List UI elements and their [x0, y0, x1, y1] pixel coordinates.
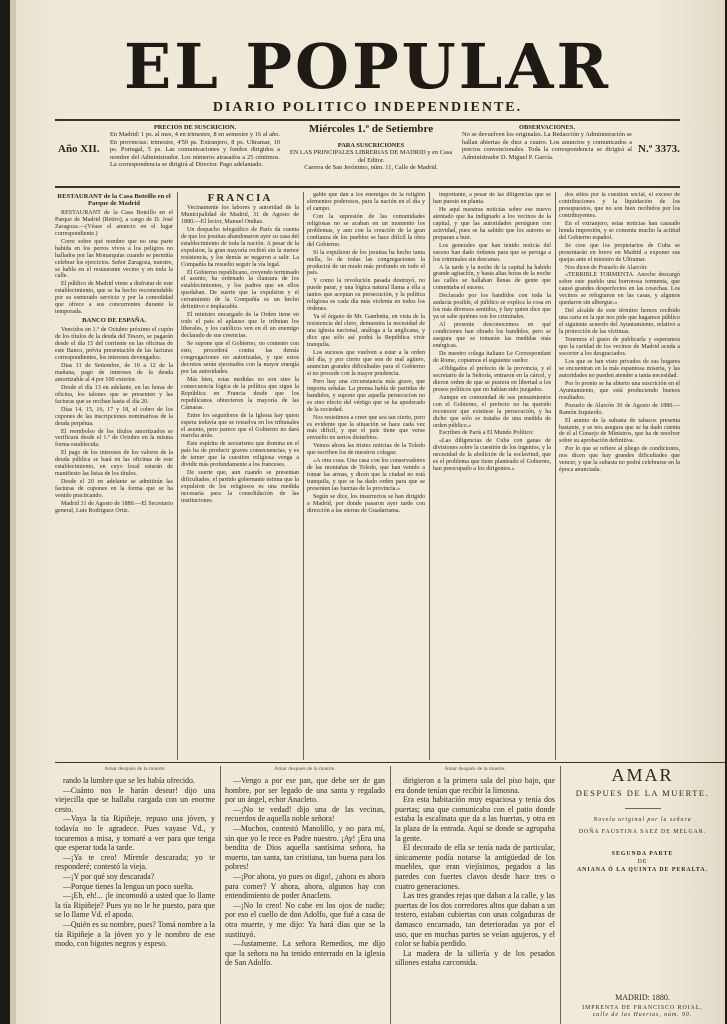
article-paragraph: importante, a pesar de las diligencias que se han puesto en planta. [433, 192, 551, 205]
column-heading: FRANCIA [207, 192, 273, 204]
column-divider [429, 192, 430, 760]
article-paragraph: Los sucesos que vuelven a estar a la orden del día, y por cierto que son de mal agüero, anuncian grandes dificultades para el Gobierno si no procede con la mayor prudencia. [307, 349, 425, 377]
folletin-paragraph: —¡Eh, eh!... ¡le incomodó a usted que lo llame la tía Ripiñeje? Pues yo no le he puesto, para que se lo llame Vd. el apodo. [55, 891, 215, 920]
article-paragraph: Al presente desconocemos en qué condiciones han obrado los bandidos, pero se asegura que se tomarán las medidas más enérgicas. [433, 322, 551, 350]
article-paragraph: gable que dan a los enemigos de la religión elementos poderosos, para la nación en el día y el campo. [307, 192, 425, 212]
article-paragraph: Con la supresión de las comunidades religiosas no se acaban en un momento los problemas, y aun con la creación de la gran confianza de los pueblos se hace difícil la obra del Gobierno. [307, 213, 425, 248]
novel-part-title: ANIANA Ó LA QUINTA DE PERALTA. [576, 867, 709, 873]
article-paragraph: Declarado por los bandidos con toda la audacia posible, el público se explica la cosa en los más diversos sentidos, y hay quien dice que ya se sabe quiénes son los criminales. [433, 293, 551, 321]
article-paragraph: A la tarde y la noche de la capital ha habido grande agitación, y hasta altas horas de la noche las calles se hallaban llenas de gente que comentaba el suceso. [433, 264, 551, 292]
novel-part-de: DE [637, 859, 648, 865]
redaccion-address: Carrera de San Jerónimo, núm. 11, Calle de Madrid. [304, 164, 438, 172]
header-top-rule [55, 119, 680, 121]
folletin-column-3 [395, 776, 555, 1022]
article-paragraph: Desde el 20 en adelante se admitirán las facturas de cupones en la forma que se ha venido practicando. [55, 479, 173, 500]
novel-part: SEGUNDA PARTE [611, 851, 674, 857]
article-paragraph: Pero hay una circunstancia más grave, que importa señalar. La prensa habla de partidas de bandidos, y supone que aquella persecucion no es sino efecto del vértigo que se ha apoderado de la sociedad. [307, 378, 425, 413]
suscripciones-text: EN LAS PRINCIPALES LIBRERIAS DE MADRID y en Casa del Editor. [289, 149, 453, 164]
folletin-paragraph: Era esta habitación muy espaciosa y tenía dos puertas; una que comunicaba con el patio donde estaba la escalinata que da a las huertas, y otra en la plaza de la entrada. Aquí se donde se agrupaba la gente. [395, 795, 555, 843]
folletin-paragraph: —Cuánto nos le harán desear! dijo una viejecilla que se hallaba cargada con un enorme cesto. [55, 785, 215, 814]
column-divider [555, 192, 556, 760]
article-paragraph: Corre sobre qué nombre que no una parte habida en los perros vivos a los peligros no hallados por las Monarquías cuando se permitía celebrar los ejercicios. Señor Zaragoza, nuestro, se habla en el restaurante vecino y en toda la calle. [55, 238, 173, 280]
article-column-2 [181, 192, 299, 760]
article-paragraph: Escriben de París a El Mundo Político: [439, 430, 534, 437]
article-paragraph: «A otra cosa. Una casa con los conservadores de las montañas de Toledo, que han venido a tomar las armas, y dicen que la ciudad no está tranquila, y que se ha dado orden para que se presenten las fuerzas de la provincia.» [307, 458, 425, 493]
article-paragraph: Un despacho telegráfico de París da cuenta de que los jesuitas abandonaron ayer su casa del establecimiento de toda la nación. A pesar de la expulsion, la gran mayoría recibió sin la menor resistencia, y los demás se negaron a salir. La Compañía ha resuelto seguir la vía legal. [181, 226, 299, 268]
column-divider [303, 192, 304, 760]
folletin-paragraph: dirigieron a la primera sala del piso bajo, que era donde tenían que recibir la limosna. [395, 776, 555, 795]
folletin-paragraph: Las tres grandes rejas que daban a la calle, y las puertas de los dos corredores altos que daban a un testero, estaban cubiertas con unas colgaduras de damasco encarnado, tan deterioradas ya por el uso, que en muchas partes se veían agujeros, y el color se había perdido. [395, 891, 555, 949]
folletin-header: Amar después de la muerte. [444, 766, 506, 772]
article-paragraph: Se supone que el Gobierno, no contento con esto, procederá contra las demás congregaciones no autorizadas, y que estos decretos serán ejecutados con la mayor energía por las autoridades. [181, 341, 299, 375]
article-paragraph: Vemos ahora las tristes noticias de la Toledo que escriben los de nuestros colegas: [307, 443, 425, 457]
issue-date: Miércoles 1.º de Setiembre [308, 123, 434, 135]
article-paragraph: Este espíritu de sectarismo que domina en el país ha de producir graves consecuencias, y es de temer que la cuestion religiosa venga a dividir más profundamente a los franceses. [181, 441, 299, 469]
article-paragraph: Sí la expulsion de los jesuitas ha hecho tanta mella, lo de todas las congregaciones la producirá de un modo más profundo en todo el país. [307, 249, 425, 277]
article-paragraph: Desde el día 13 en adelante, en las horas de oficina, los talones que se presenten y las facturas que se reciban hasta el día 20. [55, 384, 173, 405]
folletin-paragraph: —Muchos, contestó Manolillo, y no para mí, sin que yo le rece es Padre nuestro. ¡Ay! ¡Era una bendita de Dios aquella santísima señora, ha muerto, tan santa, tan cristiana, tan buena para los pobres! [225, 823, 385, 872]
publication-place: MADRID: 1880. [615, 993, 670, 1002]
masthead-subtitle: DIARIO POLITICO INDEPENDIENTE. [212, 100, 523, 115]
folletin-paragraph: El decorado de ella se tenía nada de particular, únicamente podía notarse la antigüedad de los muebles, que eran viejísimos, pegados a las paredes con fuertes clavos desde hace tres o cuatro generaciones. [395, 843, 555, 891]
folletin-paragraph: —Porque tienes la lengua un poco suelta. [63, 881, 194, 891]
article-paragraph: He aquí nuestras noticias sobre ese nuevo atentado que ha indignado a los vecinos de la capital, y que las autoridades persiguen con actividad, pues se ha sabido que los autores se preparan a huir. [433, 206, 551, 241]
folletin-paragraph: —Justamente. La señora Remedios, me dijo que la señora no ha tenido enterrado en la iglesia de San Adolfo. [225, 939, 385, 968]
article-paragraph: Pozuelo de Alarcón 30 de Agosto de 1880.—Ramón Izquierdo. [559, 402, 680, 416]
observaciones-text: No se devuelven los originales. La Redacción y Administración se hallan abiertas de diez a cuatro. Los anuncios y comunicados a precios convencionales. Toda la correspondencia se dirigirá al Administrador D. Miguel P. García. [462, 131, 632, 161]
article-paragraph: Entre los seguidores de la Iglesia hay quien espera todavía que se resuelva en los tribunales el asunto, pero parece que el Gobierno no dará marcha atrás. [181, 412, 299, 440]
article-paragraph: Madrid 31 de Agosto de 1880.—El Secretario general, Luis Rodriguez Ortiz. [55, 501, 173, 514]
article-paragraph: De nuestro colega italiano Le Correspondant de Rome, copiamos el siguiente suelto: [433, 350, 551, 364]
folletin-column-2 [225, 776, 385, 1022]
folletin-paragraph: —Vaya la tía Ripiñeje, repuso una jóven, y todavía no le agradece. Pues vayase Vd., y tocaremos a misa, y tornaré a ver para que tenga que esperar toda la tarde. [55, 814, 215, 853]
folletin-column-1 [55, 776, 215, 1022]
observaciones-title: OBSERVACIONES. [519, 124, 575, 131]
folletin-paragraph: —Vengo a por ese pan, que debe ser de gan hombre, por ser legado de una santa y regalado por un ángel, echor Anacleto. [225, 776, 385, 805]
header-bottom-rule [55, 186, 680, 188]
folletin-paragraph: La madera de la sillería y de los pesados sillones estaba carcomida. [395, 948, 555, 968]
newspaper-page [10, 0, 725, 1024]
year-label: Año XII. [58, 143, 100, 155]
article-paragraph: Más bien, estas medidas no son sino la consecuencia lógica de la política que sigue la República en Francia desde que los republicanos obtuvieron la mayoría de las Cámaras. [181, 376, 299, 411]
novel-title: AMAR [611, 765, 674, 785]
cover-divider [625, 808, 661, 809]
article-paragraph: Vencidos en 1.º de Octubre próximo el cupón de los títulos de la deuda del Tesoro, se pagarán desde el día 15 del corriente en las oficinas de este Banco, prévia presentación de las facturas correspondientes, los intereses devengados. [55, 327, 173, 361]
column-divider [390, 766, 391, 1024]
folletin-header: Amar después de la muerte. [104, 766, 166, 772]
article-column-3 [307, 192, 425, 760]
article-paragraph: Por lo pronto se ha abierto una suscrición en el Ayuntamiento, que está produciendo buenos resultados. [559, 380, 680, 401]
article-paragraph: En el extranjero, estas noticias han causado honda impresión, y se comenta mucho la actitud del Gobierno español. [559, 220, 680, 241]
article-paragraph: Los generales que han tenido noticia del suceso han dado órdenes para que se persiga a los criminales sin descanso. [433, 242, 551, 263]
article-column-4 [433, 192, 551, 760]
folletin-paragraph: —¡Por ahora, yo pues os digo!, ¿ahora es ahora para comer? Y ahora, ahora, algunos hay con entendimiento de poder Anacleto. [225, 871, 385, 901]
printer-address: calle de las Huertas, núm. 90. [592, 1012, 693, 1018]
folletin-paragraph: —¡No lo creo! No cabe en los ojos de nadie; por eso el cuello de don Adolfo, que fué a casa de otra muerte, y me dijo: Ya hará días que se la sustituyó. [225, 900, 385, 939]
article-paragraph: Tenemos el gusto de publicarla y esperamos que la caridad de los vecinos de Madrid acuda a socorrer a los desgraciados. [559, 337, 680, 357]
column-divider [177, 192, 178, 760]
article-paragraph: Días 14, 15, 16, 17 y 18, el cobro de los cupones de las inscripciones nominativas de la deuda perpétua. [55, 406, 173, 427]
folletin-paragraph: —¡Ya te creo! Mírenle descarada; yo te responderé; contestó la vieja. [55, 852, 215, 872]
novel-subtitle: DESPUES DE LA MUERTE. [575, 788, 710, 798]
article-paragraph: «TERRIBLE TORMENTA. Anoche descargó sobre este pueblo una horrorosa tormenta, que causó grandes desperfectos en las cosechas. Los vecinos se refugiaron en las casas, y algunos quedaron sin albergue.» [559, 272, 680, 307]
masthead-title: EL POPULAR [124, 30, 611, 103]
folletin-paragraph: —Quién es su nombre, pues? Tomá nombre a la tía Ripiñeje a la jóven yo y le nombro de ese modo, con bigotes negros y espeso. [55, 919, 215, 949]
article-paragraph: El reembolso de los títulos amortizados se verificará desde el 1.º de Octubre en la misma forma establecida. [55, 428, 173, 449]
article-paragraph: Aunque en comunidad de sus pensamientos con el Gobierno, el prefecto no ha querido reconocer que existiese la persecución, y ha dicho que sólo se trataba de una medida de orden público.» [433, 394, 551, 429]
article-paragraph: Dias 11 de Setiembre, de 10 a 12 de la mañana, pago de intereses de la deuda amortizable al 4 por 100 exterior. [55, 362, 173, 383]
article-paragraph: Según se dice, los insurrectos se han dirigido a Madrid, por donde pasaron ayer tarde con dirección a las sierras de Guadarrama. [307, 494, 425, 514]
precios-box [110, 124, 280, 184]
article-paragraph: Los que se han visto privados de sus hogares se encuentran en la más espantosa miseria, y las autoridades no pueden atender a tanta necesidad. [559, 358, 680, 379]
precios-title: PRECIOS DE SUSCRICION. [153, 124, 237, 131]
article-paragraph: El pago de los intereses de los valores de la deuda pública se hará en las oficinas de este establecimiento, en cuyo local estarán de manifiesto las listas de los títulos. [55, 450, 173, 478]
article-paragraph: Ya el órgano de Mr. Gambetta, en vista de la resistencia del clero, demuestra la necesidad de una iglesia nacional, análoga a la anglicana, y dice que sólo así podrá la República vivir tranquila. [307, 314, 425, 349]
issue-number: N.º 3373. [638, 143, 680, 155]
column-divider [560, 766, 561, 1024]
folletin-header: Amar después de la muerte. [274, 766, 336, 772]
printer-name: IMPRENTA DE FRANCISCO ROIAL, [582, 1005, 703, 1011]
article-paragraph: RESTAURANT de la Casa Boteillo en el Parque de Madrid (Retiro), a cargo de D. José Zaragoza.—(Véase el anuncio en el lugar correspondiente.) [55, 209, 173, 237]
article-paragraph: «Las diligencias de Cuba con ganas de divisiones sobre la cuestión de los ingenios, y la necesidad de la abolición de la esclavitud, que es el problema que tiene planteado el Gobierno, han preocupado a los dirigentes.» [433, 438, 551, 473]
article-column-1 [55, 192, 173, 760]
precios-text: En Madrid: 1 ps. al mes, 4 en trimestre, 8 en semestre y 16 al año. En provincias: trimestre, 4'50 ps. Extranjero, 8 ps. Ultramar, 10 ps. Portugal, 5 ps. Las comunicaciones y fondos dirigidos a nombre del Administrador. Los números atrasados a 25 céntimos. La correspondencia se dirigirá al Director. Pago adelantado. [110, 131, 280, 169]
page-edge [10, 0, 16, 1024]
novel-author: DOÑA FAUSTINA SAEZ DE MELGAR. [578, 829, 707, 835]
article-paragraph: Por lo que se refiere al pliego de condiciones, nos dicen que hay grandes dificultades que vencer, y que la subasta no podrá celebrarse en la época anunciada. [559, 446, 680, 474]
folletin-paragraph: rando la lumbre que se les había ofrecido. [63, 776, 195, 785]
article-paragraph: Y como la revolución pasada destruyó, no puede parar, y una lógica natural llama a ella a tantos que aceptan su persecución, y la política religiosa es cada día más violenta en todos los órdenes. [307, 278, 425, 313]
article-paragraph: «Obligados el prefecto de la provincia, y el secretario de la Señoría, entraron en la cárcel, y dieron orden de que se pusiera en libertad a los presos políticos que no habían sido juzgados. [433, 365, 551, 393]
article-paragraph: Vecinamente los labores y autoridad de la Municipalidad de Madrid, 31 de Agosto de 1880.—El lector, Manuel Ondiaz. [181, 204, 299, 225]
article-paragraph: Del alcalde de este término hemos recibido una carta en la que nos pide que hagamos público el siguiente acuerdo del Ayuntamiento, relativo a la protección de las víctimas. [559, 308, 680, 336]
article-paragraph: Nos resistimos a creer que sea tan cierto, pero es evidente que la situación se hace cada vez más difícil, y que el país tiene que verse envuelto en serios disturbios. [307, 414, 425, 442]
article-paragraph: BANCO DE ESPAÑA. [82, 317, 146, 325]
column-divider [220, 766, 221, 1024]
article-paragraph: Se cree que los propietarios de Cuba se presentarán en breve en Madrid a exponer sus quejas ante el ministro de Ultramar. [559, 242, 680, 263]
article-paragraph: dos sitios por la cuestion social, el exceso de contribuciones y la liquidación de los presupuestos, que no son bien recibidos por los contribuyentes. [559, 192, 680, 219]
article-paragraph: El ministro encargado de la Orden tiene en todo el país el aplauso que le tributan los liberales, y los católicos ven en él un enemigo declarado de sus creencias. [181, 312, 299, 340]
article-paragraph: El público de Madrid viene a disfrutar de este establecimiento, que se ha hecho recomendable por su esmerado servicio y por la comodidad que ofrece a sus concurrentes durante la temporada. [55, 281, 173, 316]
date-box [286, 122, 456, 182]
column-heading: RESTAURANT de la Casa Boteillo en el Parque de Madrid [57, 193, 171, 207]
article-paragraph: Nos dicen de Pozuelo de Alarcón: [565, 264, 648, 271]
folletin-rule [55, 762, 725, 763]
article-paragraph: De suerte que, aun cuando se presentan dificultades, el partido gobernante estima que la expulsion de los religiosos es una medida necesaria para la consolidación de las instituciones. [181, 470, 299, 505]
article-column-5 [559, 192, 680, 760]
article-paragraph: El asunto de la subasta de tabacos presenta bastante, y se nos asegura que se ha dado cuenta de él al Consejo de Ministros, que ha de resolver sobre su aprobación definitiva. [559, 417, 680, 445]
suscripciones-title: PARA SUSCRICIONES [337, 142, 405, 149]
observaciones-box [462, 124, 632, 184]
folletin-paragraph: —¡No te vedad! dijo una de las vecinas, recuerdos de aquella noble señora! [225, 804, 385, 824]
article-paragraph: El Gobierno republicano, creyendo terminado el asunto, ha ordenado la clausura de los establecimientos, y los padres que en ellos quedaban. De suerte que la expulsion y el cerramiento de la Compañía es un hecho definitivo e implacable. [181, 269, 299, 311]
folletin-paragraph: —¡Y por qué soy descarada? [63, 871, 155, 881]
novel-cover [565, 765, 720, 1024]
novel-subtitle-note: Novela original por la señora [593, 817, 692, 823]
